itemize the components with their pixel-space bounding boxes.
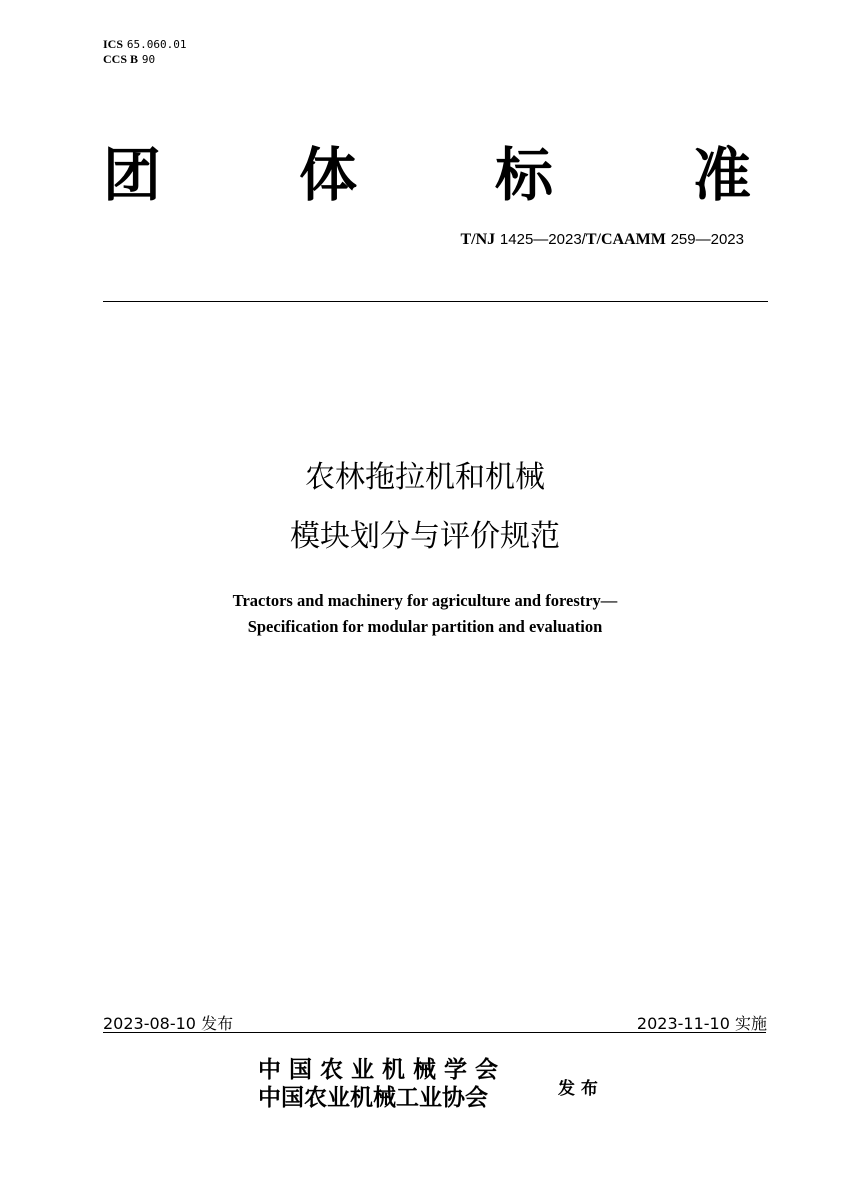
classification-codes <box>103 37 186 67</box>
issue-label: 发 布 <box>558 1079 598 1099</box>
title-en-line-1: Tractors and machinery for agriculture and forestry— <box>232 591 618 610</box>
ics-label: ICS <box>103 37 124 51</box>
standard-type-char-3: 标 <box>495 141 554 209</box>
standard-type-char-1: 团 <box>103 141 162 209</box>
standard-number-prefix-1: T/NJ <box>460 231 496 248</box>
ccs-label: CCS B <box>103 52 139 66</box>
title-en-line-2: Specification for modular partition and evaluation <box>247 617 603 636</box>
standard-type-char-2: 体 <box>299 141 358 209</box>
publisher-org-1: 中 国 农 业 机 械 学 会 <box>258 1057 499 1083</box>
standard-number-value-2: 259—2023 <box>670 231 744 248</box>
ccs-code <box>103 52 186 67</box>
title-cn-line-2: 模块划分与评价规范 <box>290 519 560 554</box>
ccs-value: 90 <box>141 53 156 66</box>
top-divider <box>103 301 768 302</box>
title-cn-line-1: 农林拖拉机和机械 <box>305 460 545 495</box>
standard-type-heading <box>103 140 768 210</box>
bottom-divider <box>103 1032 766 1033</box>
ics-value: 65.060.01 <box>126 38 187 51</box>
publisher-org-2: 中国农业机械工业协会 <box>258 1085 488 1111</box>
standard-number-prefix-2: T/CAAMM <box>585 231 666 248</box>
standard-number <box>460 230 744 249</box>
implement-date: 2023-11-10 实施 <box>636 1014 767 1033</box>
publish-date: 2023-08-10 发布 <box>103 1014 234 1033</box>
standard-type-char-4: 准 <box>693 141 752 209</box>
ics-code <box>103 37 186 52</box>
standard-number-value-1: 1425—2023/ <box>499 231 586 248</box>
